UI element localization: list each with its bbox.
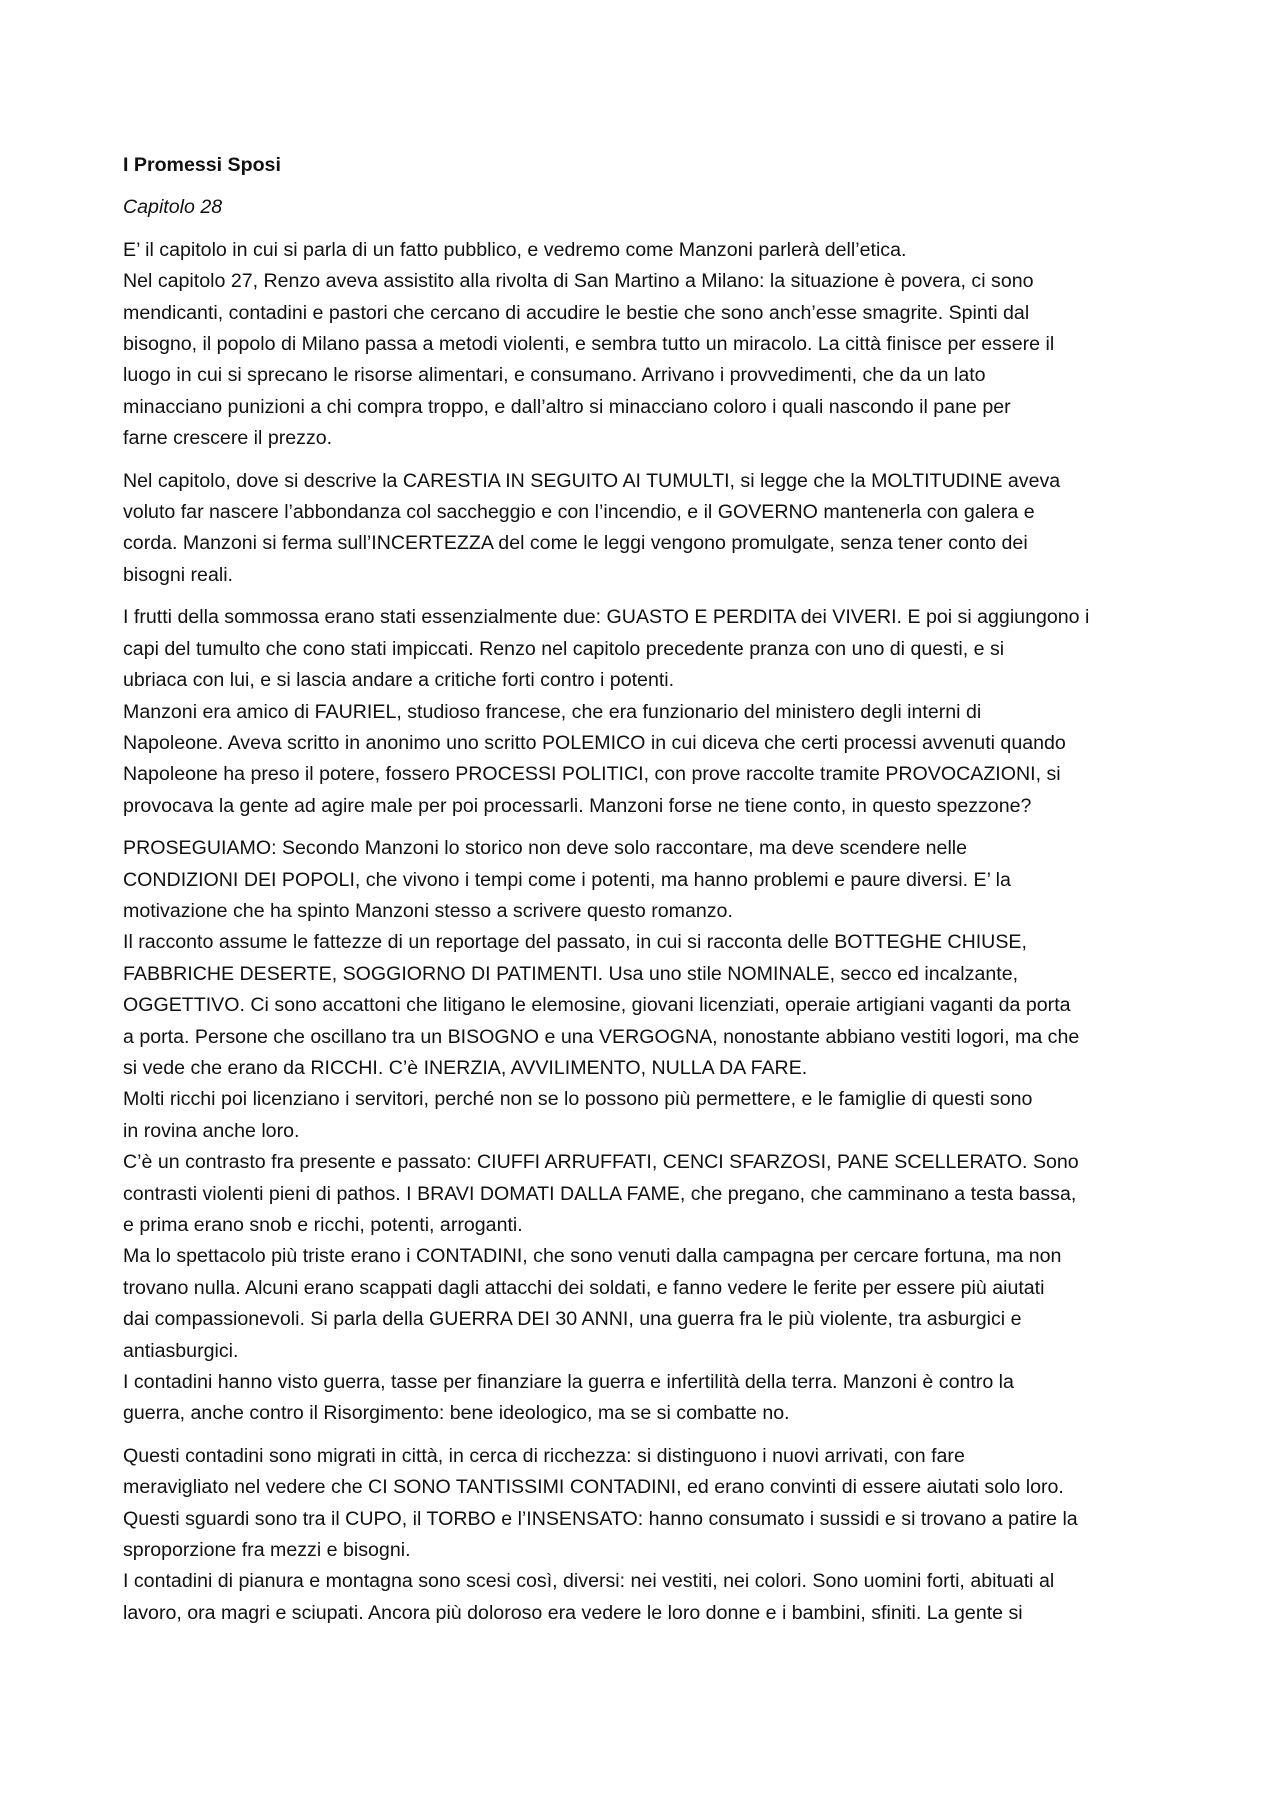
text-line: mendicanti, contadini e pastori che cercano di accudire le bestie che sono anch’esse smagrite. Spinti dal bbox=[123, 301, 1030, 324]
text-line: e prima erano snob e ricchi, potenti, arroganti. bbox=[123, 1214, 523, 1236]
text-line: motivazione che ha spinto Manzoni stesso a scrivere questo romanzo. bbox=[123, 899, 733, 922]
text-line: I frutti della sommossa erano stati essenzialmente due: GUASTO E PERDITA dei VIVERI. E poi si aggiungono i bbox=[123, 606, 1090, 629]
text-line: Il racconto assume le fattezze di un reportage del passato, in cui si racconta delle BOTTEGHE CHIUSE, bbox=[123, 931, 1027, 954]
text-line: ubriaca con lui, e si lascia andare a critiche forti contro i potenti. bbox=[123, 669, 675, 692]
text-line: Nel capitolo, dove si descrive la CARESTIA IN SEGUITO AI TUMULTI, si legge che la MOLTITUDINE aveva bbox=[123, 469, 1061, 492]
paragraph bbox=[123, 1441, 1173, 1629]
text-line: sproporzione fra mezzi e bisogni. bbox=[123, 1539, 411, 1562]
text-line: meravigliato nel vedere che CI SONO TANTISSIMI CONTADINI, ed erano convinti di essere aiutati solo loro. bbox=[123, 1476, 1064, 1499]
text-line: Nel capitolo 27, Renzo aveva assistito alla rivolta di San Martino a Milano: la situazione è povera, ci sono bbox=[123, 270, 1034, 293]
text-line: I contadini di pianura e montagna sono scesi così, diversi: nei vestiti, nei colori. Sono uomini forti, abituati al bbox=[123, 1570, 1055, 1593]
text-line: bisogni reali. bbox=[123, 563, 234, 586]
text-line: Questi sguardi sono tra il CUPO, il TORBO e l’INSENSATO: hanno consumato i sussidi e si trovano a patire la bbox=[123, 1507, 1078, 1530]
text-line: capi del tumulto che cono stati impiccati. Renzo nel capitolo precedente pranza con uno di questi, e si bbox=[123, 637, 1005, 660]
text-line: corda. Manzoni si ferma sull’INCERTEZZA del come le leggi vengono promulgate, senza tener conto dei bbox=[123, 532, 1028, 555]
text-line: luogo in cui si sprecano le risorse alimentari, e consumano. Arrivano i provvedimenti, che da un lato bbox=[123, 364, 986, 387]
text-line: CONDIZIONI DEI POPOLI, che vivono i tempi come i potenti, ma hanno problemi e paure diversi. E’ la bbox=[123, 868, 1011, 891]
text-line: PROSEGUIAMO: Secondo Manzoni lo storico non deve solo raccontare, ma deve scendere nelle bbox=[123, 837, 968, 860]
text-line: dai compassionevoli. Si parla della GUERRA DEI 30 ANNI, una guerra fra le più violente, tra asburgici e bbox=[123, 1308, 1022, 1331]
text-line: provocava la gente ad agire male per poi processarli. Manzoni forse ne tiene conto, in questo spezzone? bbox=[123, 794, 1032, 817]
text-line: a porta. Persone che oscillano tra un BISOGNO e una VERGOGNA, nonostante abbiano vestiti logori, ma che bbox=[123, 1025, 1080, 1048]
text-line: E’ il capitolo in cui si parla di un fatto pubblico, e vedremo come Manzoni parlerà dell’etica. bbox=[123, 238, 907, 261]
text-line: guerra, anche contro il Risorgimento: bene ideologico, ma se si combatte no. bbox=[123, 1402, 790, 1425]
text-line: in rovina anche loro. bbox=[123, 1119, 300, 1142]
text-line: trovano nulla. Alcuni erano scappati dagli attacchi dei soldati, e fanno vedere le ferite per essere più aiutati bbox=[123, 1276, 1045, 1299]
paragraph bbox=[123, 602, 1173, 822]
text-line: Ma lo spettacolo più triste erano i CONTADINI, che sono venuti dalla campagna per cercare fortuna, ma non bbox=[123, 1245, 1062, 1268]
text-line: Molti ricchi poi licenziano i servitori, perché non se lo possono più permettere, e le famiglie di questi sono bbox=[123, 1088, 1033, 1111]
text-line: bisogno, il popolo di Milano passa a metodi violenti, e sembra tutto un miracolo. La città finisce per essere il bbox=[123, 333, 1055, 356]
paragraph bbox=[123, 466, 1173, 592]
text-line: OGGETTIVO. Ci sono accattoni che litigano le elemosine, giovani licenziati, operaie artigiani vaganti da porta bbox=[123, 994, 1071, 1017]
text-line: I contadini hanno visto guerra, tasse per finanziare la guerra e infertilità della terra. Manzoni è contro la bbox=[123, 1371, 1014, 1394]
document-body bbox=[123, 235, 1173, 1629]
text-line: FABBRICHE DESERTE, SOGGIORNO DI PATIMENTI. Usa uno stile NOMINALE, secco ed incalzante, bbox=[123, 962, 1019, 985]
chapter-subtitle: Capitolo 28 bbox=[123, 196, 223, 219]
text-line: farne crescere il prezzo. bbox=[123, 427, 333, 450]
text-line: Questi contadini sono migrati in città, in cerca di ricchezza: si distinguono i nuovi arrivati, con fare bbox=[123, 1444, 965, 1467]
text-line: contrasti violenti pieni di pathos. I BRAVI DOMATI DALLA FAME, che pregano, che camminano a testa bassa, bbox=[123, 1182, 1077, 1205]
text-line: Manzoni era amico di FAURIEL, studioso francese, che era funzionario del ministero degli interni di bbox=[123, 700, 982, 723]
paragraph bbox=[123, 833, 1173, 1430]
text-line: Napoleone ha preso il potere, fossero PROCESSI POLITICI, con prove raccolte tramite PROVOCAZIONI, si bbox=[123, 763, 1061, 786]
text-line: C’è un contrasto fra presente e passato: CIUFFI ARRUFFATI, CENCI SFARZOSI, PANE SCELLERATO. Sono bbox=[123, 1151, 1079, 1174]
text-line: Napoleone. Aveva scritto in anonimo uno scritto POLEMICO in cui diceva che certi processi avvenuti quando bbox=[123, 731, 1066, 754]
text-line: lavoro, ora magri e sciupati. Ancora più doloroso era vedere le loro donne e i bambini, sfiniti. La gente si bbox=[123, 1601, 1023, 1624]
text-line: si vede che erano da RICCHI. C’è INERZIA, AVVILIMENTO, NULLA DA FARE. bbox=[123, 1056, 808, 1079]
text-line: minacciano punizioni a chi compra troppo, e dall’altro si minacciano coloro i quali nascondo il pane per bbox=[123, 395, 1011, 418]
document-page bbox=[123, 150, 1173, 1640]
text-line: antiasburgici. bbox=[123, 1339, 239, 1362]
paragraph bbox=[123, 235, 1173, 455]
text-line: voluto far nascere l’abbondanza col saccheggio e con l’incendio, e il GOVERNO mantenerla con galera e bbox=[123, 501, 1035, 524]
document-title: I Promessi Sposi bbox=[123, 154, 281, 176]
